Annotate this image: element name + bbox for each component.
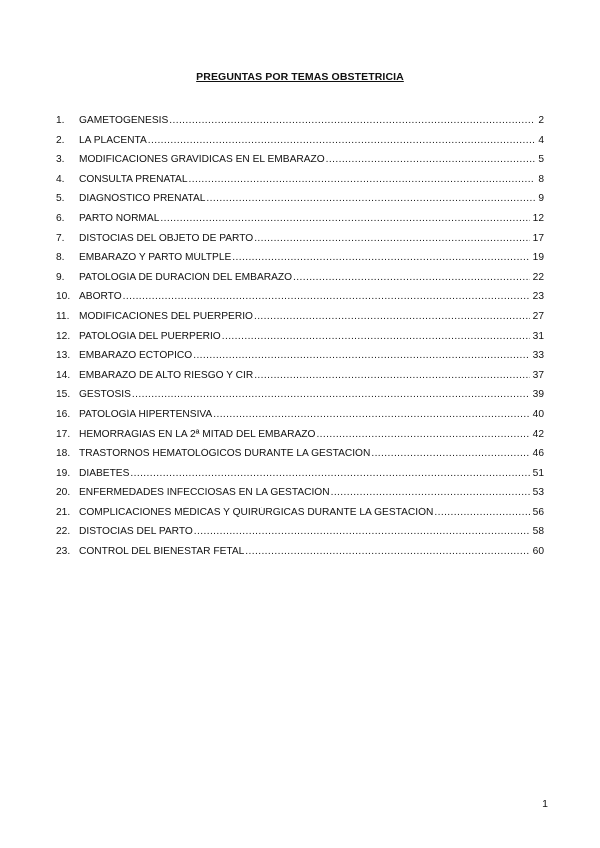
toc-entry[interactable] [56, 252, 544, 272]
toc-entry-number: 11. [56, 310, 70, 322]
toc-entry-number: 10. [56, 291, 71, 303]
toc-entry[interactable] [56, 154, 544, 174]
toc-entry-number: 9. [56, 271, 65, 283]
toc-entry[interactable] [56, 331, 544, 351]
toc-entry-page: 60 [532, 546, 544, 558]
page-number: 1 [542, 798, 548, 810]
toc-dot-leader [132, 389, 530, 400]
toc-entry-page: 12 [532, 212, 544, 224]
toc-entry-page: 23 [532, 291, 544, 303]
toc-dot-leader [326, 154, 536, 165]
toc-dot-leader [130, 468, 529, 479]
toc-entry-number: 22. [56, 526, 71, 538]
toc-dot-leader [194, 526, 530, 537]
toc-entry-page: 40 [532, 408, 544, 420]
toc-dot-leader [206, 193, 535, 204]
toc-entry[interactable] [56, 311, 544, 331]
toc-entry-page: 8 [538, 173, 544, 185]
toc-entry-title: DISTOCIAS DEL PARTO [79, 526, 193, 538]
toc-entry[interactable] [56, 507, 544, 527]
toc-dot-leader [254, 311, 530, 322]
toc-dot-leader [169, 115, 535, 126]
toc-entry[interactable] [56, 429, 544, 449]
toc-entry-number: 20. [56, 487, 71, 499]
toc-entry-title: DIABETES [79, 467, 130, 479]
toc-entry-page: 31 [532, 330, 544, 342]
toc-entry-title: HEMORRAGIAS EN LA 2ª MITAD DEL EMBARAZO [79, 428, 316, 440]
toc-entry[interactable] [56, 272, 544, 292]
toc-entry-number: 3. [56, 154, 65, 166]
toc-entry-title: COMPLICACIONES MÉDICAS Y QUIRÚRGICAS DURANTE LA GESTACIÓN [79, 506, 434, 518]
toc-entry-title: PATOLOGÍA DE DURACIÓN DEL EMBARAZO [79, 271, 293, 283]
toc-entry[interactable] [56, 350, 544, 370]
toc-entry-title: ABORTO [79, 291, 122, 303]
toc-dot-leader [254, 233, 529, 244]
toc-entry-title: EMBARAZO Y PARTO MÚLTPLE [79, 252, 232, 264]
toc-dot-leader [331, 487, 530, 498]
toc-entry[interactable] [56, 409, 544, 429]
toc-entry-page: 4 [538, 134, 544, 146]
toc-entry-page: 46 [532, 448, 544, 460]
toc-entry-page: 37 [532, 369, 544, 381]
toc-entry-number: 23. [56, 546, 71, 558]
toc-entry-number: 5. [56, 193, 65, 205]
table-of-contents [56, 115, 544, 566]
toc-entry-title: PATOLOGÍA DEL PUERPERIO [79, 330, 221, 342]
toc-entry-page: 19 [532, 252, 544, 264]
toc-dot-leader [232, 252, 529, 263]
toc-entry-page: 22 [532, 271, 544, 283]
toc-dot-leader [193, 350, 529, 361]
toc-entry-number: 18. [56, 448, 71, 460]
toc-entry[interactable] [56, 526, 544, 546]
toc-entry[interactable] [56, 546, 544, 566]
toc-entry-number: 21. [56, 506, 71, 518]
toc-entry-title: CONTROL DEL BIENESTAR FETAL [79, 546, 245, 558]
toc-entry[interactable] [56, 213, 544, 233]
toc-entry-number: 6. [56, 212, 65, 224]
toc-dot-leader [189, 174, 536, 185]
toc-entry-title: ENFERMEDADES INFECCIOSAS EN LA GESTACIÓN [79, 487, 330, 499]
toc-dot-leader [371, 448, 529, 459]
toc-entry-title: CONSULTA PRENATAL [79, 173, 188, 185]
toc-entry-page: 17 [532, 232, 544, 244]
toc-entry-page: 56 [532, 506, 544, 518]
toc-entry-number: 1. [56, 115, 65, 126]
toc-entry[interactable] [56, 487, 544, 507]
toc-entry-number: 16. [56, 408, 71, 420]
toc-entry-page: 27 [532, 310, 544, 322]
toc-entry-number: 2. [56, 134, 65, 146]
toc-dot-leader [123, 291, 530, 302]
toc-entry[interactable] [56, 389, 544, 409]
toc-dot-leader [160, 213, 529, 224]
toc-entry-title: GESTOSIS [79, 389, 131, 401]
toc-entry-number: 15. [56, 389, 71, 401]
page-title: PREGUNTAS POR TEMAS OBSTETRICIA [196, 71, 404, 83]
toc-entry-page: 51 [532, 467, 544, 479]
toc-entry[interactable] [56, 193, 544, 213]
toc-entry[interactable] [56, 115, 544, 135]
toc-entry-title: EMBARAZO ECTÓPICO [79, 350, 193, 362]
toc-entry-title: PATOLOGÍA HIPERTENSIVA [79, 408, 213, 420]
toc-entry-page: 58 [532, 526, 544, 538]
toc-entry[interactable] [56, 135, 544, 155]
toc-entry-title: PARTO NORMAL [79, 212, 160, 224]
toc-entry-title: MODIFICACIONES GRAVÍDICAS EN EL EMBARAZO [79, 154, 325, 166]
toc-entry[interactable] [56, 174, 544, 194]
toc-dot-leader [245, 546, 529, 557]
toc-entry-title: TRASTORNOS HEMATOLÓGICOS DURANTE LA GESTACIÓN [79, 448, 371, 460]
toc-entry-title: DISTOCIAS DEL OBJETO DE PARTO [79, 232, 254, 244]
toc-dot-leader [316, 429, 529, 440]
toc-entry-page: 42 [532, 428, 544, 440]
toc-entry-title: MODIFICACIONES DEL PUERPERIO [79, 310, 253, 322]
toc-dot-leader [222, 331, 530, 342]
toc-entry-number: 8. [56, 252, 65, 264]
toc-entry-page: 33 [532, 350, 544, 362]
toc-dot-leader [434, 507, 529, 518]
toc-entry[interactable] [56, 370, 544, 390]
toc-entry[interactable] [56, 291, 544, 311]
toc-entry-number: 12. [56, 330, 71, 342]
toc-entry[interactable] [56, 233, 544, 253]
toc-entry-page: 53 [532, 487, 544, 499]
toc-entry-number: 17. [56, 428, 71, 440]
toc-entry-number: 7. [56, 232, 65, 244]
toc-entry-page: 5 [538, 154, 544, 166]
toc-entry-page: 39 [532, 389, 544, 401]
toc-dot-leader [213, 409, 529, 420]
toc-entry[interactable] [56, 448, 544, 468]
toc-entry-title: EMBARAZO DE ALTO RIESGO Y CIR [79, 369, 254, 381]
toc-dot-leader [293, 272, 530, 283]
toc-dot-leader [148, 135, 536, 146]
toc-entry-number: 14. [56, 369, 71, 381]
toc-entry-title: LA PLACENTA [79, 134, 147, 146]
toc-dot-leader [254, 370, 529, 381]
toc-entry[interactable] [56, 468, 544, 488]
toc-entry-number: 13. [56, 350, 71, 362]
toc-entry-number: 4. [56, 173, 65, 185]
toc-entry-title: DIAGNÓSTICO PRENATAL [79, 193, 206, 205]
toc-entry-page: 9 [538, 193, 544, 205]
toc-entry-title: GAMETOGÉNESIS [79, 115, 169, 126]
toc-entry-page: 2 [538, 115, 544, 126]
toc-entry-number: 19. [56, 467, 71, 479]
